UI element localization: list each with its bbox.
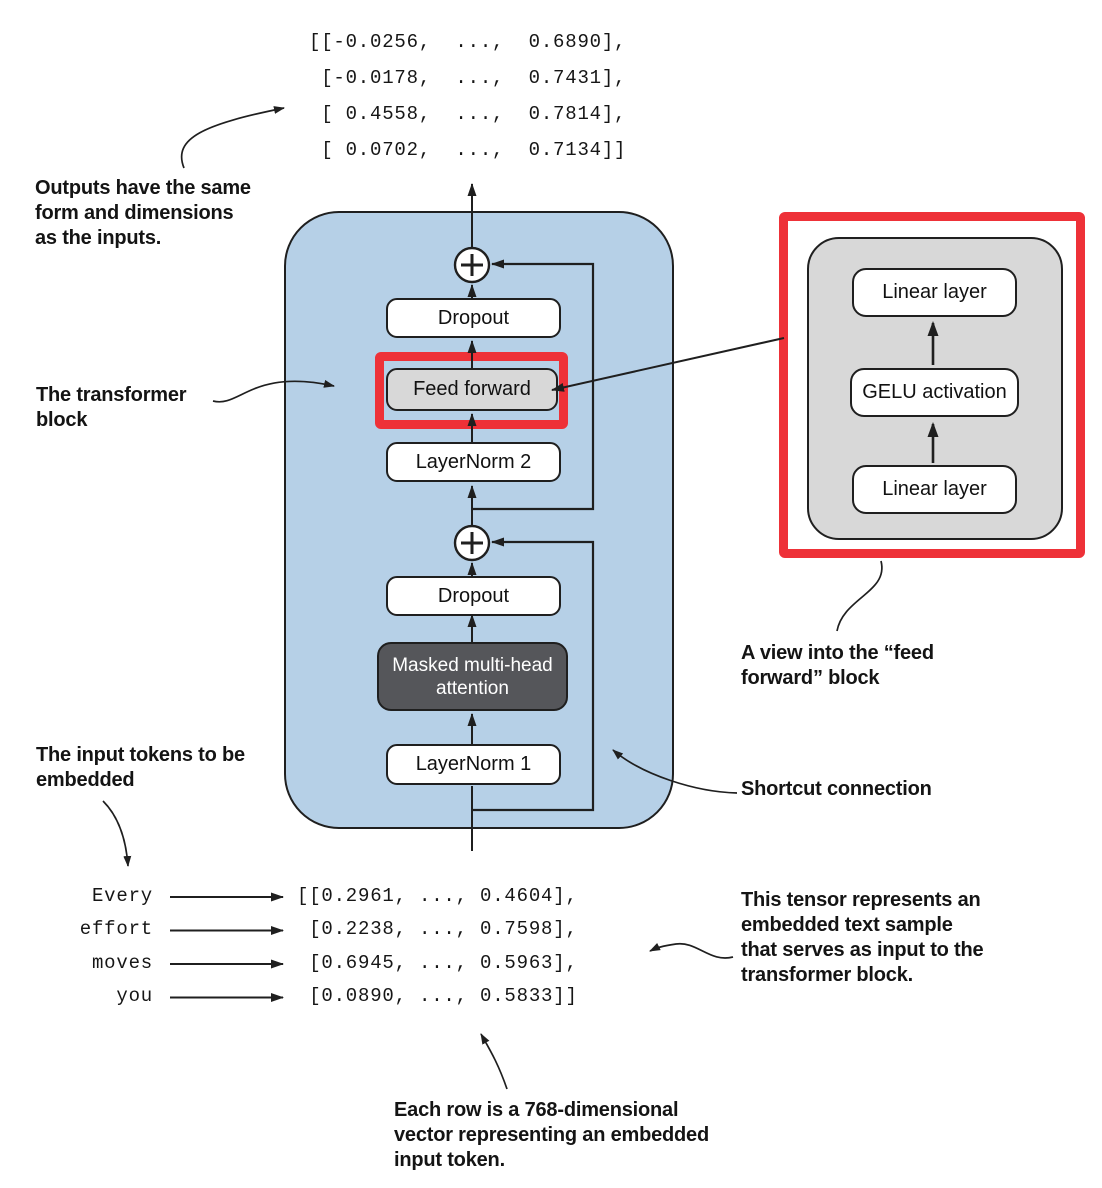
input-token-list [60, 880, 153, 1014]
tensor-input-annotation-arrow [650, 944, 733, 958]
input-token: effort [79, 918, 153, 941]
outputs-annotation: Outputs have the same form and dimensions as the inputs. [35, 177, 251, 249]
linear-layer-top-box: Linear layer [852, 268, 1017, 317]
input-tokens-annotation: The input tokens to be embedded [36, 744, 245, 791]
dropout-top-box: Dropout [386, 298, 561, 338]
layernorm1-box: LayerNorm 1 [386, 744, 561, 785]
input-token: you [116, 985, 153, 1008]
feed-forward-view-annotation-line [837, 561, 882, 631]
input-tensor-row: [0.0890, ..., 0.5833]] [297, 985, 578, 1008]
output-tensor [309, 24, 626, 168]
dropout-bottom-box: Dropout [386, 576, 561, 616]
row-dimension-annotation: Each row is a 768-dimensional vector representing an embedded input token. [394, 1099, 710, 1171]
token-arrows [170, 897, 283, 998]
gelu-activation-box: GELU activation [850, 368, 1019, 417]
outputs-annotation-arrow [182, 108, 284, 168]
input-tensor-row: [0.6945, ..., 0.5963], [297, 951, 578, 974]
output-tensor-row: [[-0.0256, ..., 0.6890], [309, 31, 627, 53]
input-tensor [297, 880, 578, 1014]
output-tensor-row: [ 0.0702, ..., 0.7134]] [309, 139, 627, 161]
row-dimension-annotation-arrow [481, 1034, 507, 1089]
linear-layer-bottom-box: Linear layer [852, 465, 1017, 514]
input-tensor-row: [0.2238, ..., 0.7598], [297, 918, 578, 941]
layernorm2-box: LayerNorm 2 [386, 442, 561, 482]
shortcut-annotation: Shortcut connection [741, 778, 932, 800]
tensor-input-annotation: This tensor represents an embedded text sample that serves as input to the transformer block. [741, 889, 984, 986]
input-tokens-annotation-arrow [103, 801, 128, 866]
masked-attention-box: Masked multi-head attention [377, 642, 568, 711]
transformer-block-annotation: The transformer block [36, 384, 187, 431]
input-token: moves [91, 951, 153, 974]
output-tensor-row: [ 0.4558, ..., 0.7814], [309, 103, 627, 125]
output-tensor-row: [-0.0178, ..., 0.7431], [309, 67, 627, 89]
input-tensor-row: [[0.2961, ..., 0.4604], [297, 885, 578, 907]
feed-forward-box: Feed forward [386, 368, 558, 411]
input-token: Every [91, 885, 153, 907]
feed-forward-view-annotation: A view into the “feed forward” block [741, 642, 934, 689]
